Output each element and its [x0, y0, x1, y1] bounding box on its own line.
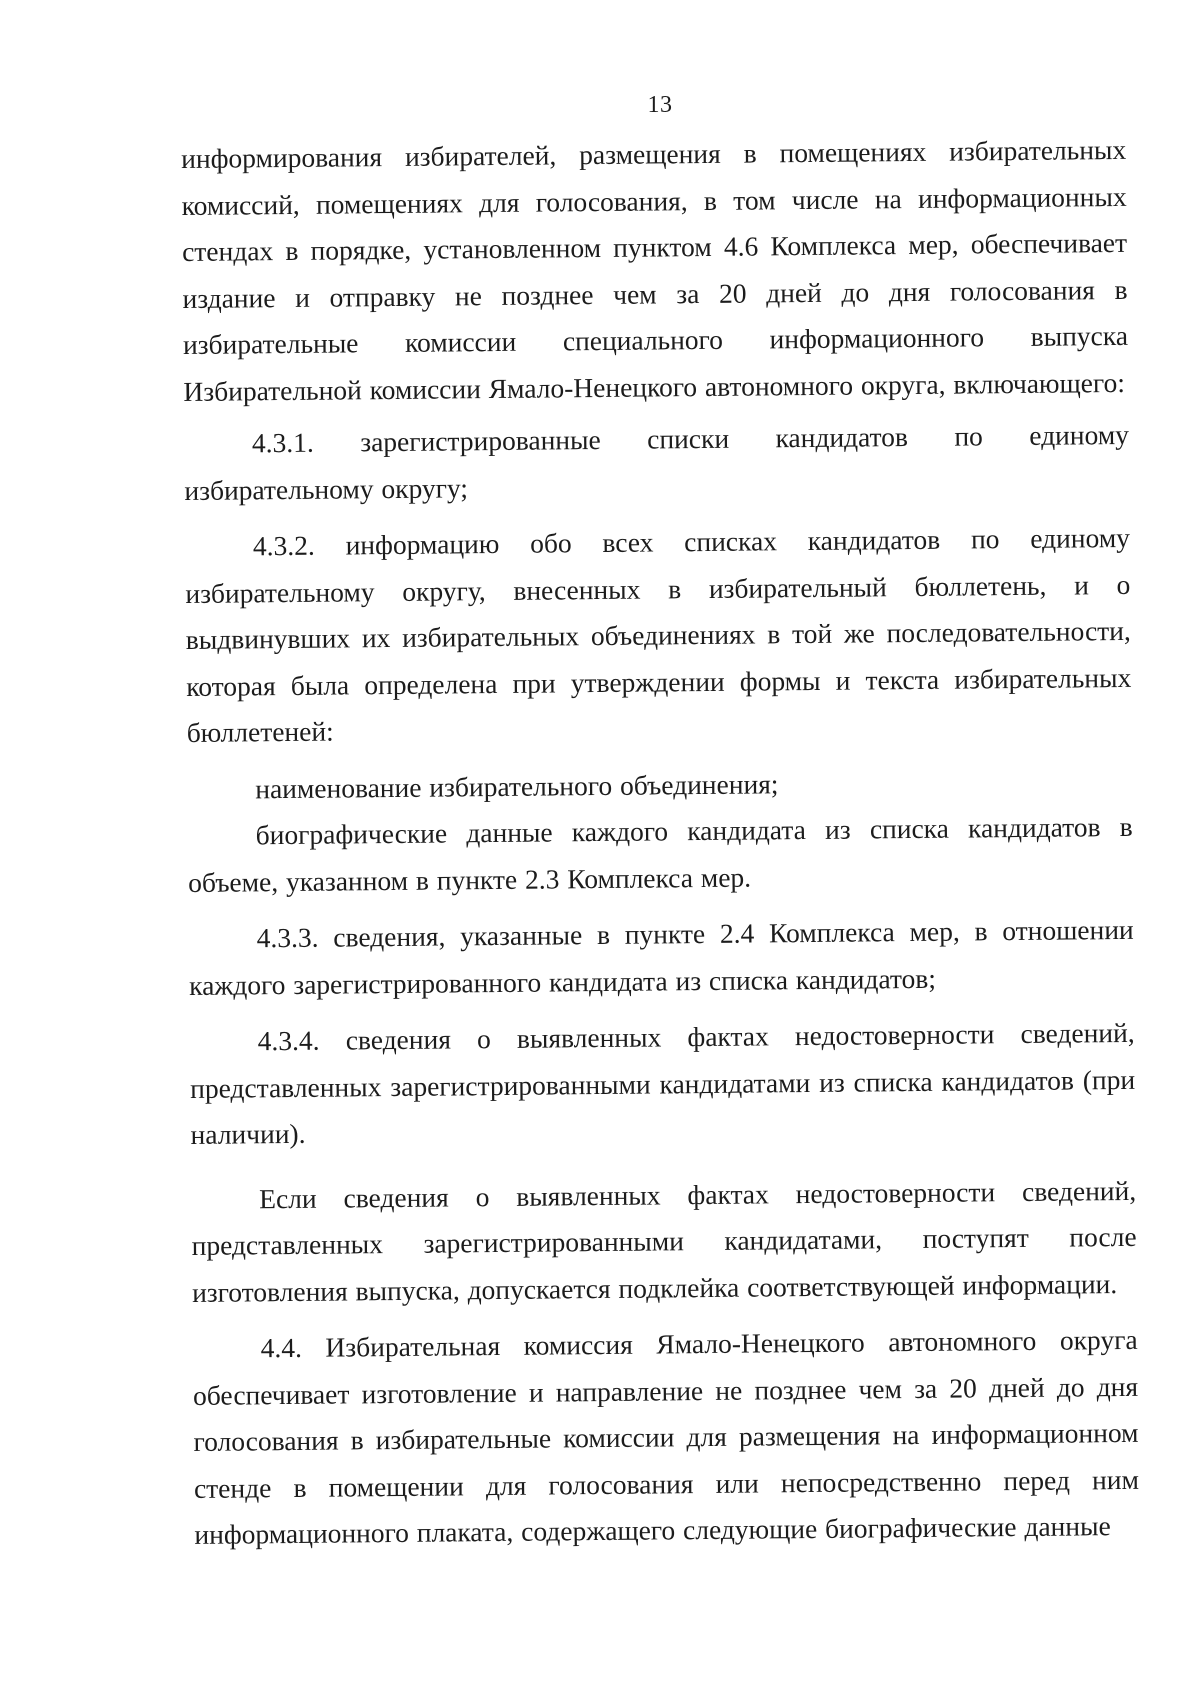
paragraph-4-3-3: 4.3.3. сведения, указанные в пункте 2.4 Комплекса мер, в отношении каждого зарегистрированного кандидата из списка кандидатов; [189, 913, 1134, 1001]
paragraph-4-3-2: 4.3.2. информацию обо всех списках кандидатов по единому избирательному округу, внесенных в избирательный бюллетень, и о выдвинувших их избирательных объединениях в той же последовательности, которая была определена при утверждении формы и текста избирательных бюллетеней: [185, 521, 1132, 748]
paragraph-intro: информирования избирателей, размещения в помещениях избирательных комиссий, помещениях для голосования, в том числе на информационных стендах в порядке, установленном пунктом 4.6 Комплекса мер, обеспечивает издание и отправку не позднее чем за 20 дней до дня голосования в избирательные комиссии специального информационного выпуска Избирательной комиссии Ямало-Ненецкого автономного округа, включающего: [181, 133, 1129, 407]
paragraph-4-3-4: 4.3.4. сведения о выявленных фактах недостоверности сведений, представленных зарегистрированными кандидатами из списка кандидатов (при наличии). [189, 1016, 1136, 1150]
paragraph-late-information: Если сведения о выявленных фактах недостоверности сведений, представленных зарегистрированными кандидатами, поступят после изготовления выпуска, допускается подклейка соответствующей информации. [191, 1174, 1137, 1308]
paragraph-association-name: наименование избирательного объединения; [255, 767, 779, 804]
paragraph-4-3-1: 4.3.1. зарегистрированные списки кандидатов по единому избирательному округу; [184, 418, 1130, 506]
page-number: 13 [647, 92, 673, 118]
document-body [181, 127, 1140, 1559]
paragraph-4-4: 4.4. Избирательная комиссия Ямало-Ненецкого автономного округа обеспечивает изготовление и направление не позднее чем за 20 дней до дня голосования в избирательные комиссии для размещения на информационном стенде в помещении для голосования или непосредственно перед ним информационного плаката, содержащего следующие биографические данные [192, 1323, 1140, 1550]
paragraph-biographical-data: биографические данные каждого кандидата из списка кандидатов в объеме, указанном в пункте 2.3 Комплекса мер. [188, 810, 1133, 898]
